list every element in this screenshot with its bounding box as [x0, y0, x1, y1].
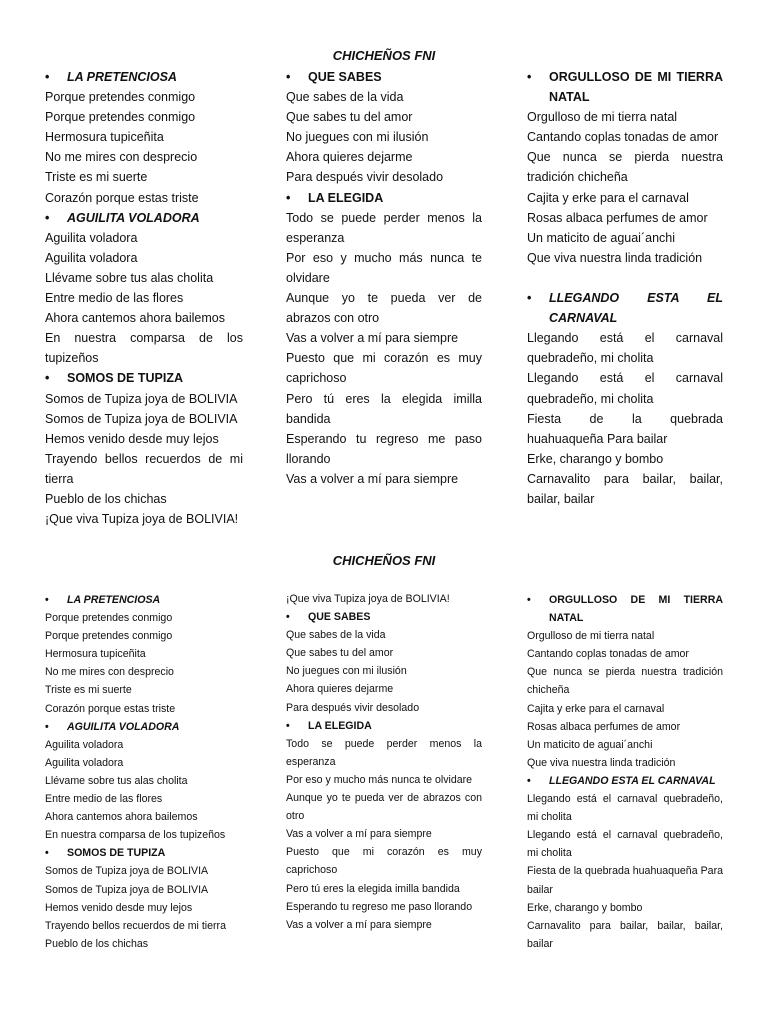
lyric-line: Que viva nuestra linda tradición: [527, 756, 676, 769]
song-heading: • LLEGANDO ESTA EL CARNAVAL: [527, 288, 723, 328]
song-heading: • QUE SABES: [286, 67, 482, 87]
lyric-line: Pero tú eres la elegida imilla bandida: [286, 391, 482, 426]
lyric-line: Un maticito de aguai´anchi: [527, 738, 653, 751]
lyric-line: Que nunca se pierda nuestra tradición chicheña: [527, 666, 723, 697]
lyric-line: Vas a volver a mí para siempre: [286, 828, 432, 841]
lyric-line: Orgulloso de mi tierra natal: [527, 630, 655, 643]
lyric-line: Ahora quieres dejarme: [286, 150, 413, 165]
lyric-line: Somos de Tupiza joya de BOLIVIA: [45, 411, 238, 426]
lyric-line: Aunque yo te pueda ver de abrazos con otro: [286, 291, 482, 326]
lyric-line: Erke, charango y bombo: [527, 901, 643, 914]
song-heading: • SOMOS DE TUPIZA: [45, 368, 243, 388]
lyric-line: En nuestra comparsa de los tupizeños: [45, 829, 226, 842]
lyric-line: Por eso y mucho más nunca te olvidare: [286, 250, 482, 285]
column-1: [45, 591, 242, 953]
lyric-line: Porque pretendes conmigo: [45, 90, 196, 105]
lyric-line: Ahora quieres dejarme: [286, 683, 394, 696]
song-heading: • LA PRETENCIOSA: [45, 591, 242, 609]
lyric-line: Que nunca se pierda nuestra tradición chicheña: [527, 150, 723, 185]
song-heading: • LA ELEGIDA: [286, 188, 482, 208]
lyric-line: Aguilita voladora: [45, 250, 138, 265]
song-heading: • ORGULLOSO DE MI TIERRA NATAL: [527, 67, 723, 107]
lyric-line: Corazón porque estas triste: [45, 190, 199, 205]
lyric-line: Llegando está el carnaval quebradeño, mi cholita: [527, 371, 723, 406]
column-2: [286, 67, 482, 489]
lyric-line: Porque pretendes conmigo: [45, 612, 173, 625]
lyric-line: Cantando coplas tonadas de amor: [527, 130, 719, 145]
lyric-line: No juegues con mi ilusión: [286, 665, 407, 678]
lyric-line: Hermosura tupiceñita: [45, 648, 146, 661]
spacer: [527, 268, 723, 288]
lyric-line: No me mires con desprecio: [45, 150, 198, 165]
lyric-line: Ahora cantemos ahora bailemos: [45, 811, 198, 824]
lyric-line: Hermosura tupiceñita: [45, 130, 164, 145]
lyric-line: Somos de Tupiza joya de BOLIVIA: [45, 883, 209, 896]
lyric-line: Que sabes tu del amor: [286, 110, 413, 125]
lyric-line: Fiesta de la quebrada huahuaqueña Para bailar: [527, 865, 723, 896]
page-title-top: CHICHEÑOS FNI: [332, 48, 436, 63]
lyric-line: Carnavalito para bailar, bailar, bailar, bailar: [527, 471, 723, 506]
lyric-line: Pueblo de los chichas: [45, 491, 167, 506]
lyric-line: Trayendo bellos recuerdos de mi tierra: [45, 451, 243, 486]
song-heading: • AGUILITA VOLADORA: [45, 718, 242, 736]
lyric-line: Corazón porque estas triste: [45, 702, 176, 715]
lyric-line: Para después vivir desolado: [286, 170, 444, 185]
lyric-line: Aguilita voladora: [45, 738, 124, 751]
lyric-line: Llegando está el carnaval quebradeño, mi cholita: [527, 829, 723, 860]
lyric-line: Somos de Tupiza joya de BOLIVIA: [45, 865, 209, 878]
lyric-line: Llegando está el carnaval quebradeño, mi cholita: [527, 793, 723, 824]
lyric-line: Vas a volver a mí para siempre: [286, 471, 459, 486]
lyric-line: Pueblo de los chichas: [45, 937, 149, 950]
lyric-line: Esperando tu regreso me paso llorando: [286, 900, 473, 913]
lyric-line: Entre medio de las flores: [45, 291, 184, 306]
column-1: [45, 67, 243, 529]
song-heading: • AGUILITA VOLADORA: [45, 208, 243, 228]
lyric-line: Que sabes tu del amor: [286, 647, 394, 660]
column-3: [527, 67, 723, 509]
lyric-line: Que sabes de la vida: [286, 90, 404, 105]
lyric-line: Fiesta de la quebrada huahuaqueña Para bailar: [527, 411, 723, 446]
lyric-line: Llévame sobre tus alas cholita: [45, 774, 188, 787]
lyric-line: Hemos venido desde muy lejos: [45, 901, 193, 914]
lyric-line: Un maticito de aguai´anchi: [527, 230, 675, 245]
lyric-line: Hemos venido desde muy lejos: [45, 431, 219, 446]
lyric-line: Ahora cantemos ahora bailemos: [45, 311, 225, 326]
lyric-line: En nuestra comparsa de los tupizeños: [45, 331, 243, 366]
lyric-line: Pero tú eres la elegida imilla bandida: [286, 882, 460, 895]
lyric-line: Aguilita voladora: [45, 230, 138, 245]
lyric-line: Cajita y erke para el carnaval: [527, 190, 689, 205]
lyric-line: Trayendo bellos recuerdos de mi tierra: [45, 919, 226, 932]
lyric-line: No juegues con mi ilusión: [286, 130, 429, 145]
lyric-line: Rosas albaca perfumes de amor: [527, 720, 681, 733]
lyric-line: Cantando coplas tonadas de amor: [527, 648, 689, 661]
lyric-line: Rosas albaca perfumes de amor: [527, 210, 708, 225]
lyric-line: Aunque yo te pueda ver de abrazos con otro: [286, 792, 482, 823]
song-heading: • SOMOS DE TUPIZA: [45, 844, 242, 862]
lyric-line: Que sabes de la vida: [286, 629, 386, 642]
lyric-line: Aguilita voladora: [45, 756, 124, 769]
song-heading: • ORGULLOSO DE MI TIERRA NATAL: [527, 591, 723, 627]
lyric-line: Puesto que mi corazón es muy caprichoso: [286, 846, 482, 877]
lyric-line: Triste es mi suerte: [45, 170, 148, 185]
lyric-line: Puesto que mi corazón es muy caprichoso: [286, 351, 482, 386]
lyric-line: Todo se puede perder menos la esperanza: [286, 210, 482, 245]
lyric-line: Triste es mi suerte: [45, 684, 132, 697]
page-title-bottom: CHICHEÑOS FNI: [332, 553, 436, 568]
lyric-line: Orgulloso de mi tierra natal: [527, 110, 678, 125]
lyric-line: Llegando está el carnaval quebradeño, mi cholita: [527, 331, 723, 366]
lyric-line: Para después vivir desolado: [286, 701, 420, 714]
column-2: [286, 590, 482, 934]
lyric-line: Vas a volver a mí para siempre: [286, 918, 432, 931]
lyric-line: Que viva nuestra linda tradición: [527, 250, 703, 265]
lyric-line: ¡Que viva Tupiza joya de BOLIVIA!: [286, 593, 450, 605]
lyric-line: Carnavalito para bailar, bailar, bailar, bailar: [527, 919, 723, 950]
lyric-line: Somos de Tupiza joya de BOLIVIA: [45, 391, 238, 406]
column-3: [527, 591, 723, 953]
lyric-line: Por eso y mucho más nunca te olvidare: [286, 773, 473, 786]
lyric-line: No me mires con desprecio: [45, 666, 174, 679]
lyric-line: Erke, charango y bombo: [527, 451, 664, 466]
lyric-line: Porque pretendes conmigo: [45, 630, 173, 643]
lyric-line: Entre medio de las flores: [45, 793, 163, 806]
lyric-line: Esperando tu regreso me paso llorando: [286, 431, 482, 466]
song-heading: • LA ELEGIDA: [286, 717, 482, 735]
lyric-line: ¡Que viva Tupiza joya de BOLIVIA!: [45, 512, 239, 527]
lyric-line: Cajita y erke para el carnaval: [527, 702, 665, 715]
lyric-line: Porque pretendes conmigo: [45, 110, 196, 125]
song-heading: • QUE SABES: [286, 608, 482, 626]
lyric-line: Todo se puede perder menos la esperanza: [286, 737, 482, 768]
song-heading: • LLEGANDO ESTA EL CARNAVAL: [527, 772, 723, 790]
lyric-line: Llévame sobre tus alas cholita: [45, 270, 214, 285]
song-heading: • LA PRETENCIOSA: [45, 67, 243, 87]
lyric-line: Vas a volver a mí para siempre: [286, 331, 459, 346]
